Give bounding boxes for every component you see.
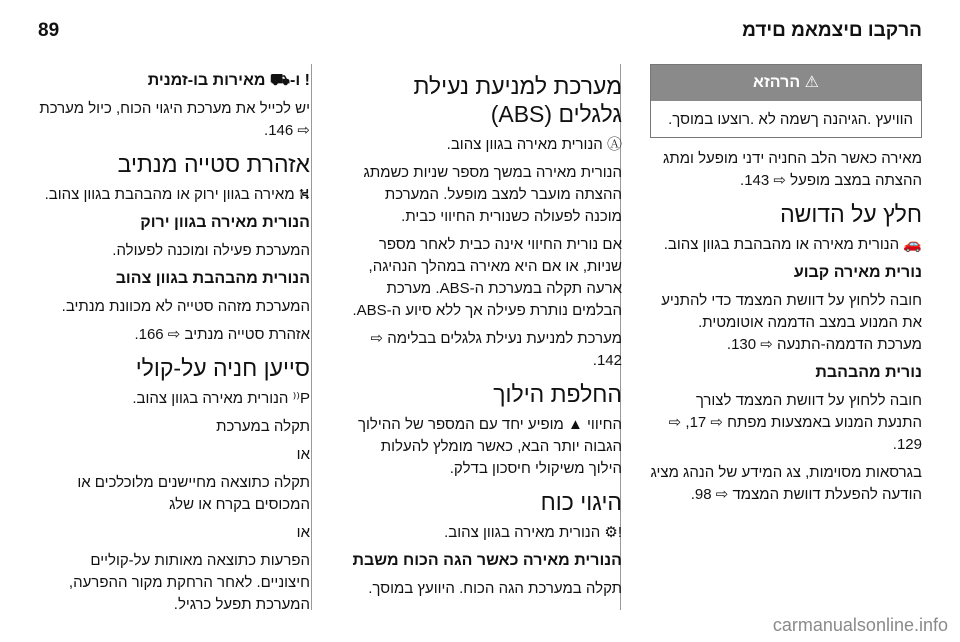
sub-heading: הנורית מהבהבת בגוון צהוב <box>115 270 310 287</box>
paragraph: P⁽⁽ הנורית מאירה בגוון צהוב. <box>132 390 310 407</box>
paragraph: הנורית מאירה במשך מספר שניות כשמתג ההצתה מועבר למצב מופעל. המערכת מוכנה לפעולה כשנורית החיווי כבית. <box>363 164 622 225</box>
paragraph: הפרעות כתוצאה מאותות על-קוליים חיצוניים. לאחר הרחקת מקור ההפרעה, המערכת תפעל כרגיל. <box>68 552 310 613</box>
paragraph: החיווי ▲ מופיע יחד עם המספר של ההילוך הגבוה יותר הבא, כאשר מומלץ להעלות הילוך משיקולי חיסכון בדלק. <box>358 416 622 477</box>
column-divider <box>311 64 312 610</box>
paragraph: חובה ללחוץ על דוושת המצמד לצורך התנעת המנוע באמצעות מפתח ⇨ 17, ⇨ 129. <box>668 392 922 453</box>
paragraph: או <box>296 524 310 541</box>
paragraph: יש לכייל את מערכת היגוי הכוח, כיול מערכת ⇨ 146. <box>39 100 310 139</box>
paragraph: המערכת מזהה סטייה לא מכוונת מנתיב. <box>61 298 310 315</box>
section-heading: סייען חניה על-קולי <box>135 355 310 381</box>
column-right <box>650 64 922 512</box>
column-left <box>38 64 310 622</box>
sub-heading: ! ו-⛟ מאירות בו-זמנית <box>147 72 310 89</box>
paragraph: בגרסאות מסוימות, צג המידע של הנהג מציג הודעה להפעלת דוושת המצמד ⇨ 98. <box>650 464 922 503</box>
section-heading: היגוי כוח <box>540 489 622 515</box>
paragraph: אזהרת סטייה מנתיב ⇨ 166. <box>134 326 310 343</box>
header-title: הרקבו םיצמאמ םידמ <box>742 20 922 41</box>
warning-box <box>650 64 922 138</box>
paragraph: המערכת פעילה ומוכנה לפעולה. <box>112 242 310 259</box>
paragraph: !⚙ הנורית מאירה בגוון צהוב. <box>444 524 622 541</box>
section-heading: חלץ על הדושה <box>780 201 922 227</box>
paragraph: או <box>296 446 310 463</box>
warning-text: הוויעץ .הגיהנה ךשמה לא .רוצעו במוסך. <box>668 111 913 128</box>
section-heading: מערכת למניעת נעילת גלגלים (ABS) <box>413 73 622 127</box>
sub-heading: נורית מאירה קבוע <box>793 264 922 281</box>
paragraph: תקלה כתוצאה מחיישנים מלוכלכים או המכוסים בקרח או שלג <box>77 474 310 513</box>
sub-heading: הנורית מאירה בגוון ירוק <box>140 214 310 231</box>
page-header <box>0 0 960 46</box>
page-number: 89 <box>38 20 60 41</box>
paragraph: 🚗 הנורית מאירה או מהבהבת בגוון צהוב. <box>663 236 922 253</box>
paragraph: מערכת למניעת נעילת גלגלים בבלימה ⇨ 142. <box>370 330 622 369</box>
paragraph: Ⓐ הנורית מאירה בגוון צהוב. <box>446 136 622 153</box>
column-middle <box>350 64 622 606</box>
paragraph: תקלה במערכת הגה הכוח. היוועץ במוסך. <box>368 580 622 597</box>
section-heading: החלפת הילוך <box>493 381 622 407</box>
warning-title: ⚠ הרהזא <box>651 65 921 101</box>
watermark: carmanualsonline.info <box>772 615 948 635</box>
sub-heading: הנורית מאירה כאשר הגה הכוח משבת <box>352 552 622 569</box>
paragraph: תקלה במערכת <box>216 418 310 435</box>
paragraph: מאירה כאשר הלב החניה ידני מופעל ומתג ההצתה במצב מופעל ⇨ 143. <box>663 150 922 189</box>
paragraph: ⛕ מאירה בגוון ירוק או מהבהבת בגוון צהוב. <box>44 186 310 203</box>
section-heading: אזהרת סטייה מנתיב <box>117 151 310 177</box>
sub-heading: נורית מהבהבת <box>815 364 922 381</box>
paragraph: אם נורית החיווי אינה כבית לאחר מספר שניות, או אם היא מאירה במהלך הנהיגה, ארעה תקלה במערכת ה-ABS. מערכת הבלמים נותרת פעילה אך ללא סיוע ה-ABS. <box>352 236 622 319</box>
paragraph: חובה ללחוץ על דוושת המצמד כדי להתניע את המנוע במצב הדממה אוטומטית. מערכת הדממה-התנעה ⇨ 130. <box>661 292 922 353</box>
